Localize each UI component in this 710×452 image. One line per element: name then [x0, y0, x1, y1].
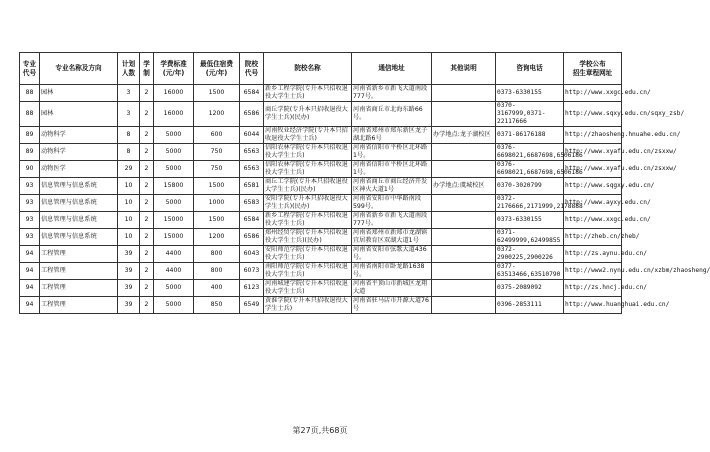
- cell-duration: 2: [140, 144, 154, 161]
- cell-major-name: 工程管理: [40, 280, 118, 297]
- header-charter-url: 学校公布 招生章程网址: [564, 53, 622, 85]
- cell-school-name: 郑州经贸学院(专升本只招收退役大学生士兵)(民办): [264, 229, 352, 246]
- cell-phone: 0371-62499999,62499855: [496, 229, 564, 246]
- cell-school-name: 河南城建学院(专升本只招收退役大学生士兵): [264, 280, 352, 297]
- cell-major-code: 94: [20, 263, 40, 280]
- cell-address: 河南省平顶山市新城区龙翔大道: [352, 280, 432, 297]
- cell-major-code: 94: [20, 297, 40, 314]
- cell-plan-count: 8: [118, 144, 140, 161]
- cell-phone: 0376-6698021,6687698,6506186: [497, 144, 583, 159]
- cell-phone: 0377-63513466,63510790: [496, 263, 564, 280]
- table-row: [20, 144, 622, 161]
- cell-min-housing: 1000: [194, 195, 240, 212]
- cell-duration: 2: [140, 246, 154, 263]
- cell-school-name: 南阳师范学院(专升本只招收退役大学生士兵): [264, 263, 352, 280]
- cell-major-name: 工程管理: [40, 263, 118, 280]
- cell-charter-url: http://www2.nynu.edu.cn/xzbm/zhaosheng/: [564, 263, 622, 280]
- cell-address: 河南省商丘市北海东路66号。: [352, 102, 432, 127]
- cell-plan-count: 10: [118, 178, 140, 195]
- page-number: 第27页,共68页: [292, 426, 348, 435]
- cell-charter-url: http://zs.hncj.edu.cn/: [564, 280, 622, 297]
- cell-duration: 2: [140, 280, 154, 297]
- cell-phone: 0370-3020799: [496, 178, 564, 195]
- cell-plan-count: 10: [118, 195, 140, 212]
- cell-major-code: 90: [20, 161, 40, 178]
- cell-address: 河南省新乡市新飞大道南段777号。: [352, 212, 432, 229]
- cell-tuition: 16000: [154, 85, 194, 102]
- cell-notes: [432, 195, 496, 212]
- cell-plan-count: 39: [118, 297, 140, 314]
- cell-charter-url: http://www.xyafu.edu.cn/zsxxw/: [564, 144, 622, 161]
- cell-school-name: 新乡工程学院(专升本只招收退役大学生士兵): [264, 212, 352, 229]
- cell-school-name: 安阳师范学院(专升本只招收退役大学生士兵): [264, 246, 352, 263]
- cell-min-housing: 750: [194, 161, 240, 178]
- cell-tuition: 4400: [154, 246, 194, 263]
- cell-phone: 0375-2089092: [496, 280, 564, 297]
- cell-major-name: 信息管理与信息系统: [40, 178, 118, 195]
- cell-school-name: 河南牧业经济学院(专升本只招收退役大学生士兵): [264, 127, 352, 144]
- cell-major-name: 信息管理与信息系统: [40, 195, 118, 212]
- cell-school-name: 信阳农林学院(专升本只招收退役大学生士兵): [264, 144, 352, 161]
- cell-plan-count: 3: [118, 85, 140, 102]
- cell-notes: [432, 263, 496, 280]
- cell-address: 河南省安阳市中华路南段599号。: [352, 195, 432, 212]
- cell-tuition: 15000: [154, 212, 194, 229]
- cell-address: 河南省南阳市卧龙路1638号。: [352, 263, 432, 280]
- header-plan-count: 计划 人数: [118, 53, 140, 85]
- cell-tuition: 4400: [154, 263, 194, 280]
- cell-school-name: 安阳学院(专升本只招收退役大学生士兵)(民办): [264, 195, 352, 212]
- cell-phone: 0373-6330155: [496, 212, 564, 229]
- cell-duration: 2: [140, 195, 154, 212]
- cell-charter-url: http://www.sqxy.edu.cn/sqxy_zsb/: [564, 102, 622, 127]
- cell-major-name: 园林: [40, 102, 118, 127]
- cell-phone: 0396-2853111: [496, 297, 564, 314]
- cell-major-code: 88: [20, 85, 40, 102]
- cell-major-code: 93: [20, 229, 40, 246]
- cell-duration: 2: [140, 178, 154, 195]
- cell-address: 河南省商丘市商丘经济开发区神火大道1号: [352, 178, 432, 195]
- cell-address: 河南省信阳市平桥区北环路1号。: [352, 161, 432, 178]
- cell-school-code: 6584: [240, 85, 264, 102]
- header-major-code: 专业 代号: [20, 53, 40, 85]
- cell-tuition: 5000: [154, 195, 194, 212]
- table-row: [20, 263, 622, 280]
- cell-school-code: 6586: [240, 229, 264, 246]
- table-row: [20, 178, 622, 195]
- cell-tuition: 15800: [154, 178, 194, 195]
- header-tuition: 学费标准 (元/年): [154, 53, 194, 85]
- header-phone: 咨询电话: [496, 53, 564, 85]
- cell-notes: [432, 246, 496, 263]
- cell-address: 河南省驻马店市开源大道76号: [352, 297, 432, 314]
- cell-tuition: 5000: [154, 297, 194, 314]
- cell-major-name: 工程管理: [40, 297, 118, 314]
- cell-tuition: 15000: [154, 229, 194, 246]
- cell-major-code: 89: [20, 144, 40, 161]
- cell-school-name: 商丘工学院(专升本只招收退役大学生士兵)(民办): [264, 178, 352, 195]
- cell-notes: [432, 85, 496, 102]
- cell-major-name: 动物科学: [40, 144, 118, 161]
- cell-address: 河南省安阳市弦歌大道436号。: [352, 246, 432, 263]
- cell-school-name: 商丘学院(专升本只招收退役大学生士兵)(民办): [264, 102, 352, 127]
- cell-school-name: 信阳农林学院(专升本只招收退役大学生士兵): [264, 161, 352, 178]
- cell-school-code: 6563: [240, 161, 264, 178]
- cell-major-code: 93: [20, 178, 40, 195]
- table-row: [20, 195, 622, 212]
- table-row: [20, 102, 622, 127]
- cell-duration: 2: [140, 85, 154, 102]
- cell-notes: [432, 297, 496, 314]
- cell-major-code: 88: [20, 102, 40, 127]
- admission-table: [19, 52, 710, 314]
- cell-phone: 0376-6698021,6687698,6506186: [497, 161, 583, 176]
- cell-address: 河南省郑州市郑东新区龙子湖北路6号: [352, 127, 432, 144]
- cell-plan-count: 39: [118, 246, 140, 263]
- cell-major-name: 工程管理: [40, 246, 118, 263]
- cell-charter-url: http://zheb.cn/zheb/: [564, 229, 622, 246]
- cell-major-name: 信息管理与信息系统: [40, 212, 118, 229]
- cell-school-code: 6563: [240, 144, 264, 161]
- cell-tuition: 5000: [154, 161, 194, 178]
- header-school-name: 院校名称: [264, 53, 352, 85]
- cell-min-housing: 1500: [194, 85, 240, 102]
- cell-plan-count: 29: [118, 161, 140, 178]
- cell-school-code: 6549: [240, 297, 264, 314]
- table-row: [20, 280, 622, 297]
- header-school-code: 院校 代号: [240, 53, 264, 85]
- cell-major-code: 93: [20, 195, 40, 212]
- cell-min-housing: 800: [194, 246, 240, 263]
- header-duration: 学 制: [140, 53, 154, 85]
- cell-address: 河南省新乡市新飞大道南段777号。: [352, 85, 432, 102]
- cell-school-code: 6581: [240, 178, 264, 195]
- cell-plan-count: 10: [118, 212, 140, 229]
- cell-major-code: 93: [20, 212, 40, 229]
- cell-notes: [432, 161, 496, 178]
- table-body: [20, 85, 710, 314]
- cell-notes: 办学地点:虞城校区: [432, 178, 496, 195]
- cell-charter-url: http://www.xxgc.edu.cn/: [564, 212, 622, 229]
- cell-plan-count: 10: [118, 229, 140, 246]
- cell-min-housing: 1500: [194, 178, 240, 195]
- cell-notes: [432, 144, 496, 161]
- cell-address: 河南省郑州市新郑市龙湖镇宜居教育区双湖大道1号: [352, 229, 432, 246]
- cell-tuition: 5000: [154, 127, 194, 144]
- table-row: [20, 246, 622, 263]
- cell-notes: [432, 280, 496, 297]
- cell-charter-url: http://zhaosheng.hnuahe.edu.cn/: [564, 127, 622, 144]
- cell-major-name: 园林: [40, 85, 118, 102]
- table-row: [20, 85, 622, 102]
- cell-school-code: 6123: [240, 280, 264, 297]
- cell-tuition: 16000: [154, 102, 194, 127]
- table-row: [20, 229, 622, 246]
- cell-phone: 0370-3167999,0371-22117666: [496, 102, 564, 127]
- cell-duration: 2: [140, 263, 154, 280]
- cell-phone: 0371-86176188: [496, 127, 564, 144]
- header-address: 通信地址: [352, 53, 432, 85]
- cell-charter-url: http://zs.aynu.edu.cn/: [564, 246, 622, 263]
- cell-school-code: 6583: [240, 195, 264, 212]
- cell-duration: 2: [140, 229, 154, 246]
- cell-major-name: 信息管理与信息系统: [40, 229, 118, 246]
- cell-min-housing: 400: [194, 280, 240, 297]
- cell-phone: 0372-2176666,2171999,2178888: [497, 195, 583, 210]
- header-notes: 其他说明: [432, 53, 496, 85]
- cell-min-housing: 750: [194, 144, 240, 161]
- cell-notes: [432, 102, 496, 127]
- table-row: [20, 297, 622, 314]
- cell-charter-url: http://www.ayxy.edu.cn/: [564, 195, 622, 212]
- cell-tuition: 5000: [154, 144, 194, 161]
- cell-phone: 0372-2900225,2900226: [496, 246, 564, 263]
- cell-min-housing: 1200: [194, 102, 240, 127]
- cell-major-code: 94: [20, 280, 40, 297]
- cell-school-code: 6584: [240, 212, 264, 229]
- cell-charter-url: http://www.huanghuai.edu.cn/: [564, 297, 622, 314]
- cell-duration: 2: [140, 212, 154, 229]
- cell-school-code: 6044: [240, 127, 264, 144]
- table-row: [20, 127, 622, 144]
- cell-duration: 2: [140, 127, 154, 144]
- cell-duration: 2: [140, 297, 154, 314]
- cell-major-name: 动物医学: [40, 161, 118, 178]
- cell-major-name: 动物科学: [40, 127, 118, 144]
- cell-charter-url: http://www.sqgxy.edu.cn/: [564, 178, 622, 195]
- cell-plan-count: 3: [118, 102, 140, 127]
- table-header-row: [20, 53, 622, 85]
- cell-min-housing: 1200: [194, 229, 240, 246]
- cell-min-housing: 1500: [194, 212, 240, 229]
- cell-school-code: 6073: [240, 263, 264, 280]
- cell-charter-url: http://www.xyafu.edu.cn/zsxxw/: [564, 161, 622, 178]
- cell-duration: 2: [140, 161, 154, 178]
- cell-major-code: 94: [20, 246, 40, 263]
- cell-phone: 0373-6330155: [496, 85, 564, 102]
- cell-school-code: 6586: [240, 102, 264, 127]
- cell-school-name: 黄淮学院(专升本只招收退役大学生士兵): [264, 297, 352, 314]
- cell-min-housing: 600: [194, 127, 240, 144]
- cell-major-code: 89: [20, 127, 40, 144]
- cell-min-housing: 850: [194, 297, 240, 314]
- cell-notes: [432, 212, 496, 229]
- table-row: [20, 161, 622, 178]
- table-row: [20, 212, 622, 229]
- cell-duration: 2: [140, 102, 154, 127]
- header-min-housing: 最低住宿费 (元/年): [194, 53, 240, 85]
- cell-plan-count: 39: [118, 263, 140, 280]
- cell-address: 河南省信阳市平桥区北环路1号。: [352, 144, 432, 161]
- cell-school-code: 6043: [240, 246, 264, 263]
- cell-tuition: 5000: [154, 280, 194, 297]
- cell-school-name: 新乡工程学院(专升本只招收退役大学生士兵): [264, 85, 352, 102]
- header-major-name: 专业名称及方向: [40, 53, 118, 85]
- cell-notes: 办学地点:龙子湖校区: [432, 127, 496, 144]
- cell-plan-count: 8: [118, 127, 140, 144]
- cell-notes: [432, 229, 496, 246]
- cell-min-housing: 800: [194, 263, 240, 280]
- cell-charter-url: http://www.xxgc.edu.cn/: [564, 85, 622, 102]
- cell-plan-count: 39: [118, 280, 140, 297]
